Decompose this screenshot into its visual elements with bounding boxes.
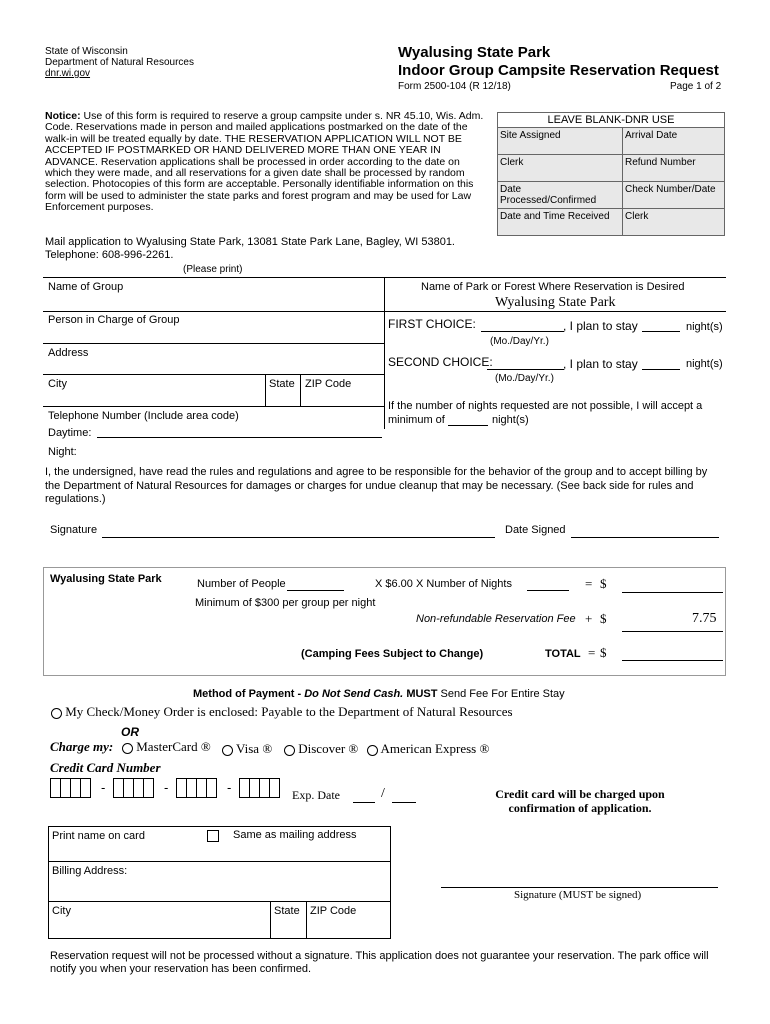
daytime-input[interactable] bbox=[97, 437, 382, 438]
reservation-fee-value: 7.75 bbox=[692, 611, 717, 626]
card-visa[interactable] bbox=[222, 741, 272, 757]
second-choice-date-format: (Mo./Day/Yr.) bbox=[495, 373, 554, 384]
first-choice-date-input[interactable] bbox=[481, 331, 564, 332]
first-choice-nights-label: night(s) bbox=[686, 321, 723, 333]
first-choice-nights-input[interactable] bbox=[642, 331, 680, 332]
cc-dash-1: - bbox=[101, 780, 106, 795]
num-nights-input[interactable] bbox=[527, 590, 569, 591]
dnr-use-table bbox=[497, 112, 725, 236]
billing-zip-field[interactable]: ZIP Code bbox=[310, 905, 357, 917]
second-choice-plan: , I plan to stay bbox=[563, 357, 638, 371]
visa-label: Visa ® bbox=[236, 741, 273, 756]
minimum-suffix: night(s) bbox=[492, 414, 529, 426]
title-park: Wyalusing State Park bbox=[398, 44, 551, 61]
fees-dollar: $ bbox=[600, 576, 607, 591]
billing-box bbox=[48, 826, 391, 939]
dnr-refund-number: Refund Number bbox=[623, 155, 725, 182]
charge-note-2: confirmation of application. bbox=[508, 801, 652, 815]
signature-input[interactable] bbox=[102, 537, 495, 538]
agency-state: State of Wisconsin bbox=[45, 46, 128, 57]
mastercard-radio[interactable] bbox=[122, 743, 133, 754]
please-print: (Please print) bbox=[183, 264, 243, 275]
notice-label: Notice: bbox=[45, 110, 81, 122]
reservation-fee-dollar: $ bbox=[600, 611, 607, 626]
num-people-input[interactable] bbox=[287, 590, 344, 591]
notice-text: Use of this form is required to reserve a group campsite under s. NR 45.10, Wis. Adm. Code. Reservations made in person and mailed applications postmarked on the date of the walk-in will be treated equally by date. THE RESERVATION APPLICATION WILL NOT BE ACCEPTED IF POSTMARKED OR HAND DELIVERED MORE THAN ONE YEAR IN ADVANCE. Reservation applications shall be processed in order according to the date on which they were made, and all reservations for a given date shall be processed by random selection. Photocopies of this form are acceptable. Personally identifiable information on this form will be used to administer the state parks and forest program and may be used for Law Enforcement purposes. bbox=[45, 110, 484, 214]
park-label: Name of Park or Forest Where Reservation is Desired bbox=[421, 281, 685, 293]
exp-separator: / bbox=[381, 786, 385, 801]
total-equals: = bbox=[588, 645, 596, 660]
daytime-label: Daytime: bbox=[48, 427, 92, 439]
dnr-site-assigned: Site Assigned bbox=[498, 128, 623, 155]
agency-url[interactable]: dnr.wi.gov bbox=[45, 68, 91, 79]
total-label: TOTAL bbox=[545, 648, 581, 660]
mastercard-label: MasterCard ® bbox=[136, 739, 211, 754]
agreement-text: I, the undersigned, have read the rules and regulations and agree to be responsible for the behavior of the group and to accept billing by the Department of Natural Resources for damages or charges for undue cleanup that may be necessary. (See back side for rules and regulations.) bbox=[45, 466, 708, 505]
check-radio[interactable] bbox=[51, 708, 62, 719]
first-choice-date-format: (Mo./Day/Yr.) bbox=[490, 336, 549, 347]
date-signed-input[interactable] bbox=[571, 537, 719, 538]
cc-group-2[interactable] bbox=[113, 778, 154, 798]
minimum-nights-input[interactable] bbox=[448, 425, 488, 426]
check-option-label: My Check/Money Order is enclosed: Payable to the Department of Natural Resources bbox=[65, 704, 513, 719]
mail-address: Mail application to Wyalusing State Park, 13081 State Park Lane, Bagley, WI 53801. bbox=[45, 236, 455, 248]
reservation-fee-label: Non-refundable Reservation Fee bbox=[416, 613, 576, 625]
cc-dash-3: - bbox=[227, 780, 232, 795]
minimum-nights-text: If the number of nights requested are not possible, I will accept a bbox=[388, 400, 703, 412]
total-dollar: $ bbox=[600, 645, 607, 660]
billing-state-field[interactable]: State bbox=[274, 905, 300, 917]
card-discover[interactable] bbox=[284, 741, 358, 757]
footer-notice: Reservation request will not be processed without a signature. This application does not guarantee your reservation. The park office will notify you when your reservation has been confirmed. bbox=[50, 950, 709, 975]
no-cash-label: Do Not Send Cash. bbox=[304, 688, 404, 700]
person-in-charge-field[interactable]: Person in Charge of Group bbox=[48, 314, 180, 326]
card-signature-input[interactable] bbox=[441, 887, 718, 888]
discover-label: Discover ® bbox=[298, 741, 359, 756]
form-number: Form 2500-104 (R 12/18) bbox=[398, 81, 511, 92]
minimum-prefix: minimum of bbox=[388, 414, 445, 426]
reservation-fee-plus: + bbox=[585, 611, 593, 626]
first-choice-plan: , I plan to stay bbox=[563, 319, 638, 333]
print-name-field[interactable]: Print name on card bbox=[52, 830, 145, 842]
method-label: Method of Payment - bbox=[193, 688, 302, 700]
or-label: OR bbox=[121, 725, 139, 739]
exp-year-input[interactable] bbox=[392, 802, 416, 803]
title-form: Indoor Group Campsite Reservation Request bbox=[398, 62, 719, 79]
city-field[interactable]: City bbox=[48, 378, 67, 390]
cc-group-4[interactable] bbox=[239, 778, 280, 798]
card-amex[interactable] bbox=[367, 741, 489, 757]
must-label: MUST bbox=[406, 688, 438, 700]
dnr-date-received: Date and Time Received bbox=[498, 209, 623, 236]
dnr-date-processed: Date Processed/Confirmed bbox=[498, 182, 623, 209]
amex-radio[interactable] bbox=[367, 745, 378, 756]
discover-radio[interactable] bbox=[284, 745, 295, 756]
method-of-payment bbox=[193, 688, 565, 700]
charge-note-1: Credit card will be charged upon bbox=[495, 787, 665, 801]
dnr-check-number: Check Number/Date bbox=[623, 182, 725, 209]
fees-minimum: Minimum of $300 per group per night bbox=[195, 597, 376, 609]
billing-city-field[interactable]: City bbox=[52, 905, 71, 917]
address-field[interactable]: Address bbox=[48, 347, 89, 359]
mail-telephone: Telephone: 608-996-2261. bbox=[45, 249, 174, 261]
dnr-clerk-2: Clerk bbox=[623, 209, 725, 236]
form-title bbox=[398, 44, 719, 80]
state-field[interactable]: State bbox=[269, 378, 295, 390]
second-choice-label: SECOND CHOICE: bbox=[388, 355, 493, 369]
same-as-mailing-checkbox[interactable] bbox=[207, 830, 219, 842]
camping-fee-input[interactable] bbox=[622, 592, 723, 593]
credit-card-number-label: Credit Card Number bbox=[50, 760, 161, 775]
first-choice-row bbox=[388, 317, 726, 331]
second-choice-nights-label: night(s) bbox=[686, 358, 723, 370]
num-people-label: Number of People bbox=[197, 578, 286, 590]
billing-address-field[interactable]: Billing Address: bbox=[52, 865, 128, 877]
cc-group-3[interactable] bbox=[176, 778, 217, 798]
dnr-clerk: Clerk bbox=[498, 155, 623, 182]
agency-department: Department of Natural Resources bbox=[45, 57, 194, 68]
second-choice-nights-input[interactable] bbox=[642, 369, 680, 370]
date-signed-label: Date Signed bbox=[505, 524, 566, 536]
fees-equals: = bbox=[585, 576, 593, 591]
same-as-mailing-label: Same as mailing address bbox=[233, 829, 357, 841]
fees-subject-to-change: (Camping Fees Subject to Change) bbox=[301, 648, 484, 660]
total-input[interactable] bbox=[622, 660, 723, 661]
first-choice-label: FIRST CHOICE: bbox=[388, 317, 476, 331]
dnr-arrival-date: Arrival Date bbox=[623, 128, 725, 155]
dnr-use-title: LEAVE BLANK-DNR USE bbox=[498, 113, 725, 128]
telephone-label: Telephone Number (Include area code) bbox=[48, 410, 239, 422]
charge-note bbox=[470, 787, 690, 815]
second-choice-date-input[interactable] bbox=[487, 369, 564, 370]
amex-label: American Express ® bbox=[380, 741, 490, 756]
fees-rate: X $6.00 X Number of Nights bbox=[375, 578, 512, 590]
exp-month-input[interactable] bbox=[353, 802, 375, 803]
fees-park-name: Wyalusing State Park bbox=[50, 573, 162, 585]
card-signature-label: Signature (MUST be signed) bbox=[514, 889, 642, 901]
visa-radio[interactable] bbox=[222, 745, 233, 756]
group-name-field[interactable]: Name of Group bbox=[48, 281, 124, 293]
park-value[interactable]: Wyalusing State Park bbox=[495, 295, 616, 310]
agency-block bbox=[45, 46, 194, 79]
exp-date-label: Exp. Date bbox=[292, 788, 340, 802]
notice-block bbox=[45, 111, 488, 214]
zip-field[interactable]: ZIP Code bbox=[305, 378, 352, 390]
must-rest-label: Send Fee For Entire Stay bbox=[440, 688, 565, 700]
cc-dash-2: - bbox=[164, 780, 169, 795]
night-label: Night: bbox=[48, 446, 77, 458]
page-number: Page 1 of 2 bbox=[670, 81, 722, 92]
check-option[interactable] bbox=[51, 704, 513, 720]
card-mastercard[interactable] bbox=[122, 739, 211, 755]
mail-instructions bbox=[45, 236, 455, 262]
signature-label: Signature bbox=[50, 524, 98, 536]
cc-group-1[interactable] bbox=[50, 778, 91, 798]
charge-my-label: Charge my: bbox=[50, 739, 114, 754]
